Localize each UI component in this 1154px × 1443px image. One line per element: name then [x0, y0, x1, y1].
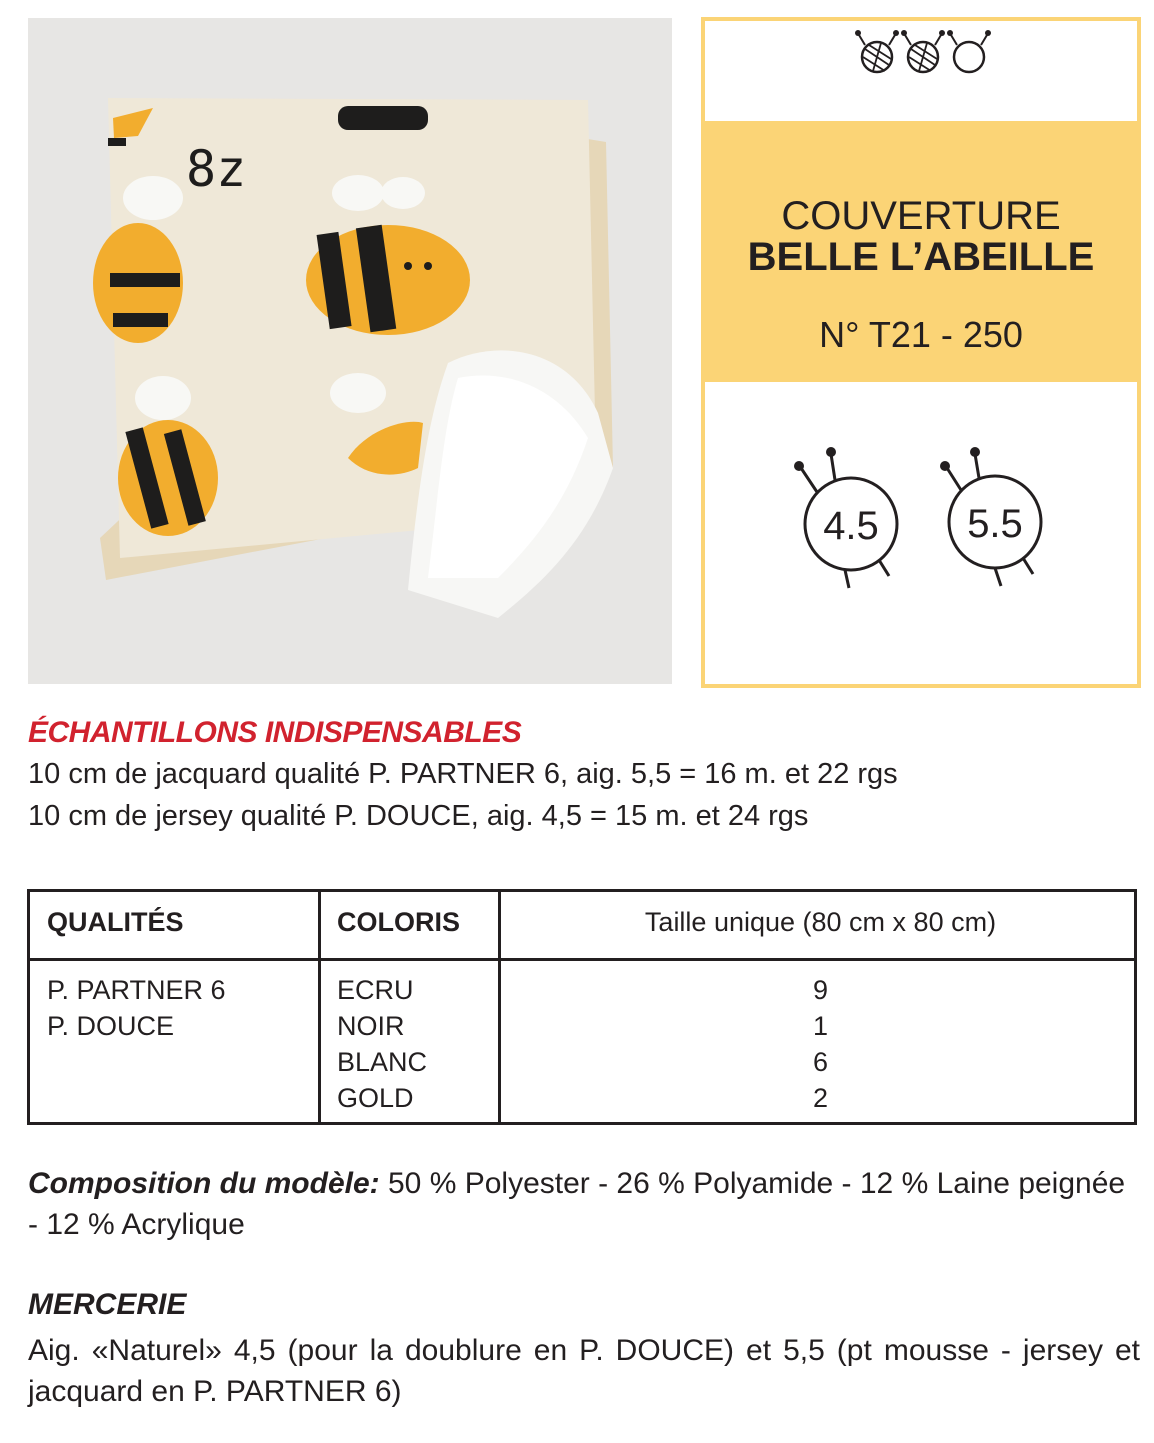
quantity-cell: 1 — [812, 1011, 829, 1041]
pattern-reference: N° T21 - 250 — [819, 314, 1023, 355]
color-cell: NOIR — [337, 1011, 405, 1041]
needle-size-icon — [940, 447, 1041, 586]
mercerie-heading: MERCERIE — [28, 1288, 187, 1321]
yarn-ball-empty-icon — [947, 30, 991, 72]
composition-paragraph — [28, 1163, 1138, 1245]
color-cell: ECRU — [337, 975, 414, 1005]
quantity-cell: 6 — [812, 1047, 829, 1077]
composition-text: 50 % Polyester - 26 % Polyamide - 12 % Laine peignée - 12 % Acrylique — [28, 1167, 1126, 1241]
needle-size-icon — [794, 447, 897, 588]
quality-cell: P. PARTNER 6 — [47, 975, 226, 1005]
quantity-cell: 2 — [812, 1083, 829, 1113]
color-cell: BLANC — [337, 1047, 428, 1077]
composition-label: Composition du modèle: — [28, 1167, 380, 1200]
needle-size-label: 5.5 — [967, 502, 1023, 546]
sample-line: 10 cm de jacquard qualité P. PARTNER 6, aig. 5,5 = 16 m. et 22 rgs — [28, 758, 898, 790]
sample-line: 10 cm de jersey qualité P. DOUCE, aig. 4,5 = 15 m. et 24 rgs — [28, 800, 809, 832]
header-colors: COLORIS — [337, 907, 461, 937]
mercerie-text: Aig. «Naturel» 4,5 (pour la doublure en P. DOUCE) et 5,5 (pt mousse - jersey et jacquard en P. PARTNER 6) — [28, 1334, 1140, 1408]
product-photo — [28, 18, 672, 684]
quantity-cell: 9 — [812, 975, 829, 1005]
difficulty-rating — [705, 21, 1137, 121]
pattern-info-card — [701, 17, 1141, 688]
quality-cell: P. DOUCE — [47, 1011, 175, 1041]
pattern-title-line2: BELLE L’ABEILLE — [747, 235, 1095, 279]
title-band — [705, 121, 1137, 382]
materials-table — [27, 889, 1137, 1125]
yarn-ball-icon — [901, 30, 945, 72]
header-qualities: QUALITÉS — [47, 907, 184, 937]
samples-heading: ÉCHANTILLONS INDISPENSABLES — [28, 716, 522, 749]
pattern-title-line1: COUVERTURE — [781, 194, 1061, 238]
yarn-ball-icon — [855, 30, 899, 72]
zzz-text: 8z — [186, 140, 247, 198]
needle-size-label: 4.5 — [823, 504, 879, 548]
header-size: Taille unique (80 cm x 80 cm) — [644, 907, 997, 937]
needle-sizes — [705, 382, 1137, 684]
color-cell: GOLD — [337, 1083, 414, 1113]
